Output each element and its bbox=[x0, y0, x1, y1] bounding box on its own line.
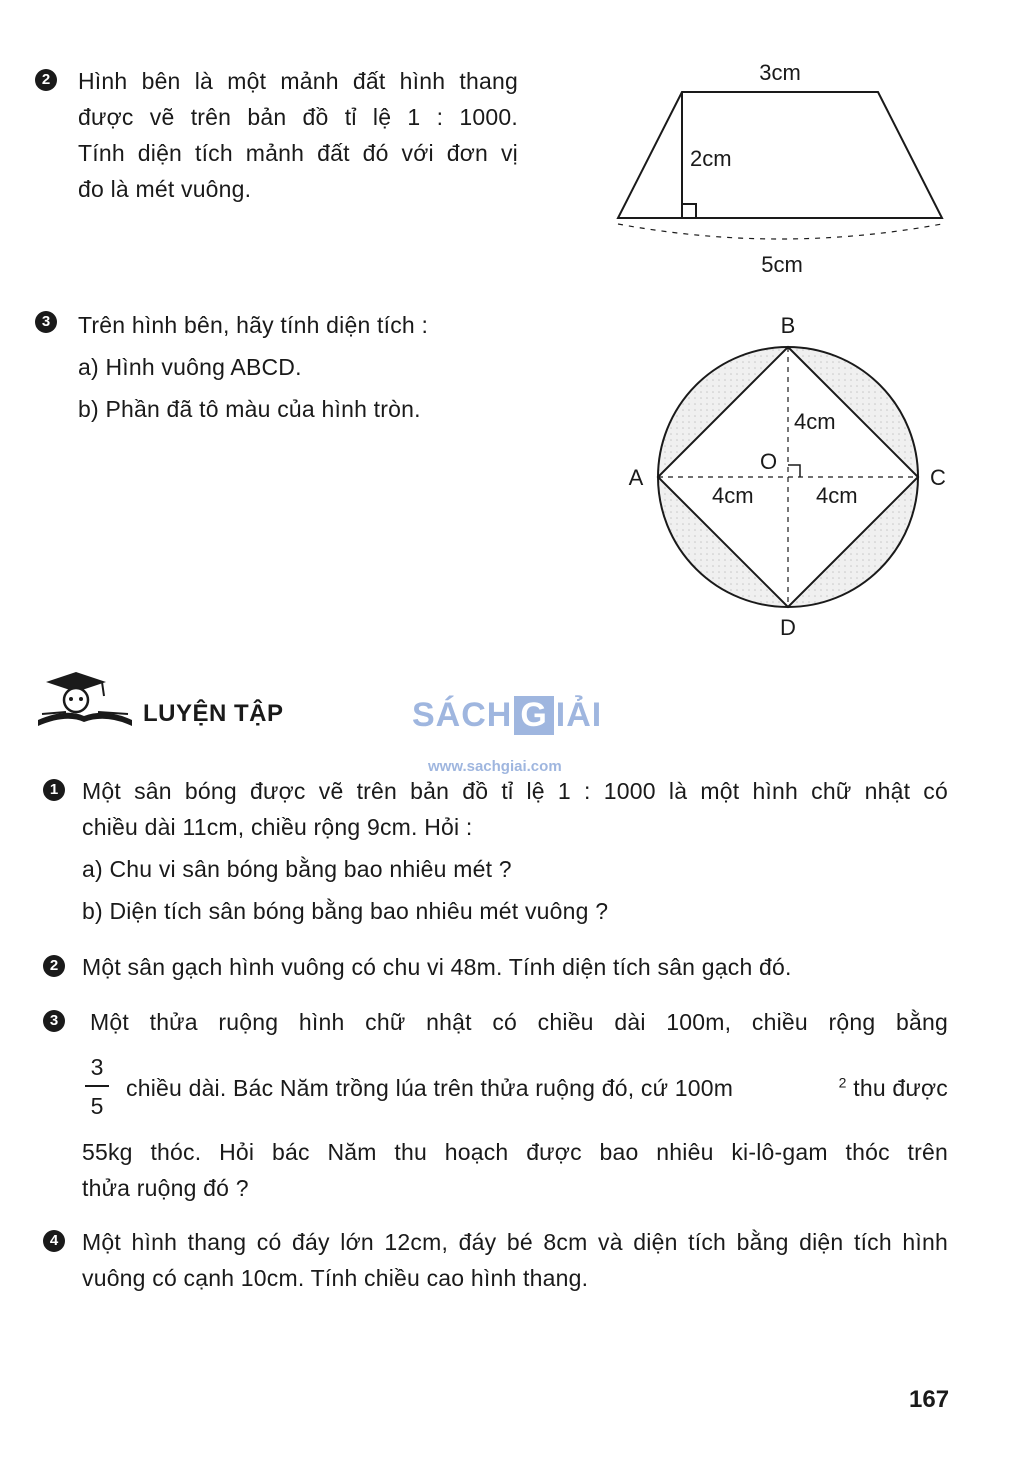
trapezoid-shape bbox=[618, 92, 942, 218]
trapezoid-figure bbox=[600, 50, 960, 290]
exercise-3-line-2-main: chiều dài. Bác Năm trồng lúa trên thửa ruộng đó, cứ 100m bbox=[126, 1075, 734, 1101]
exercise-4-text bbox=[82, 1224, 948, 1296]
exercise-3-line-1: Một thửa ruộng hình chữ nhật có chiều dài 100m, chiều rộng bằng bbox=[90, 1009, 948, 1035]
trapezoid-top-label: 3cm bbox=[759, 60, 801, 85]
problem-2-number-badge: 2 bbox=[35, 69, 57, 91]
vertex-d-label: D bbox=[780, 615, 796, 640]
exercise-1-number-badge: 1 bbox=[43, 779, 65, 801]
shaded-region bbox=[650, 345, 930, 615]
problem-3-text bbox=[78, 304, 528, 430]
exercise-2-number-badge: 2 bbox=[43, 955, 65, 977]
watermark-brand-left: SÁCH bbox=[412, 696, 513, 734]
vertex-a-label: A bbox=[628, 465, 644, 490]
watermark-brand-g: G bbox=[514, 696, 553, 735]
exercise-3-fraction-bar bbox=[85, 1085, 109, 1087]
exercise-3-number-badge: 3 bbox=[43, 1010, 65, 1032]
problem-2-line-4: đo là mét vuông. bbox=[78, 176, 252, 202]
length-ao-label: 4cm bbox=[712, 483, 754, 508]
exercise-3-superscript: 2 bbox=[838, 1074, 847, 1091]
exercise-1-line-2: chiều dài 11cm, chiều rộng 9cm. Hỏi : bbox=[82, 814, 473, 840]
exercise-3-line-2 bbox=[126, 1070, 948, 1106]
exercise-3-continued bbox=[82, 1134, 948, 1206]
exercise-3-fraction-numerator: 3 bbox=[90, 1054, 104, 1080]
bottom-dimension-arc bbox=[618, 224, 942, 239]
problem-2-line-2: được vẽ trên bản đồ tỉ lệ 1 : 1000. bbox=[78, 104, 518, 130]
exercise-4-number-badge: 4 bbox=[43, 1230, 65, 1252]
trapezoid-height-label: 2cm bbox=[690, 146, 732, 171]
problem-3-line-3: b) Phần đã tô màu của hình tròn. bbox=[78, 396, 421, 422]
problem-2-text bbox=[78, 63, 518, 207]
exercise-4-line-1: Một hình thang có đáy lớn 12cm, đáy bé 8cm và diện tích bằng diện tích hình bbox=[82, 1229, 948, 1255]
circle-square-figure bbox=[620, 305, 960, 650]
trapezoid-bottom-label: 5cm bbox=[761, 252, 803, 277]
exercise-1-part-b: b) Diện tích sân bóng bằng bao nhiêu mét vuông ? bbox=[82, 898, 609, 924]
problem-2-line-3: Tính diện tích mảnh đất đó với đơn vị bbox=[78, 140, 518, 166]
center-o-label: O bbox=[760, 449, 778, 474]
section-title: LUYỆN TẬP bbox=[143, 700, 284, 727]
exercise-3-line-4: thửa ruộng đó ? bbox=[82, 1175, 249, 1201]
right-angle-mark bbox=[682, 204, 696, 218]
length-oc-label: 4cm bbox=[816, 483, 858, 508]
watermark-brand-right: IẢI bbox=[555, 696, 603, 734]
problem-3-line-2: a) Hình vuông ABCD. bbox=[78, 354, 302, 380]
problem-3-number-badge: 3 bbox=[35, 311, 57, 333]
watermark-url: www.sachgiai.com bbox=[428, 758, 562, 775]
page-number: 167 bbox=[909, 1386, 950, 1413]
watermark-brand bbox=[412, 696, 602, 735]
vertex-c-label: C bbox=[930, 465, 946, 490]
exercise-3-fraction-denominator: 5 bbox=[90, 1093, 104, 1119]
exercise-3-line-2-end: thu được bbox=[846, 1075, 948, 1101]
exercise-3-line-3: 55kg thóc. Hỏi bác Năm thu hoạch được bao nhiêu ki-lô-gam thóc trên bbox=[82, 1139, 948, 1165]
vertex-b-label: B bbox=[780, 313, 796, 338]
exercise-4-line-2: vuông có cạnh 10cm. Tính chiều cao hình thang. bbox=[82, 1265, 589, 1291]
length-ob-label: 4cm bbox=[794, 409, 836, 434]
problem-3-line-1: Trên hình bên, hãy tính diện tích : bbox=[78, 312, 429, 338]
exercise-1-text bbox=[82, 773, 948, 845]
exercise-1-part-a: a) Chu vi sân bóng bằng bao nhiêu mét ? bbox=[82, 856, 512, 882]
student-reading-icon bbox=[36, 668, 134, 730]
exercise-2-line-1: Một sân gạch hình vuông có chu vi 48m. Tính diện tích sân gạch đó. bbox=[82, 954, 792, 980]
exercise-1-line-1: Một sân bóng được vẽ trên bản đồ tỉ lệ 1 : 1000 là một hình chữ nhật có bbox=[82, 778, 948, 804]
problem-2-line-1: Hình bên là một mảnh đất hình thang bbox=[78, 68, 518, 94]
exercise-3-line-2-tail bbox=[839, 1070, 948, 1106]
